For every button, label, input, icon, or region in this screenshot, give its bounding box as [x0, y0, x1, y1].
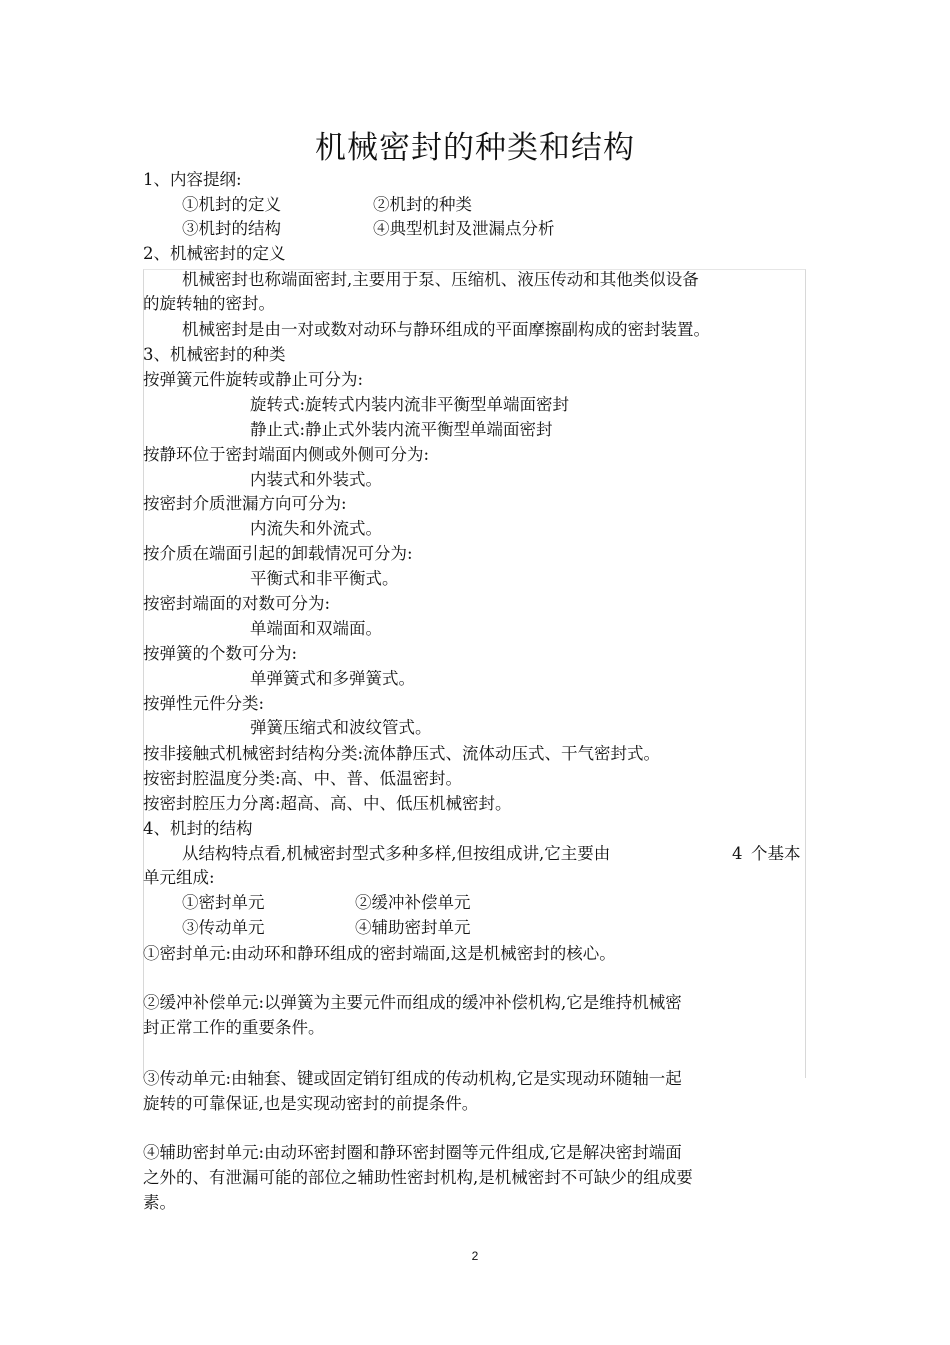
type-line: 按弹簧元件旋转或静止可分为:	[143, 370, 364, 389]
type-line: 按非接触式机械密封结构分类:流体静压式、流体动压式、干气密封式。	[143, 744, 661, 763]
type-line: 按密封腔压力分离:超高、高、中、低压机械密封。	[143, 794, 512, 813]
type-line: 按弹簧的个数可分为:	[143, 644, 298, 663]
unit-desc-4a: ④辅助密封单元:由动环密封圈和静环密封圈等元件组成,它是解决密封端面	[143, 1143, 682, 1162]
type-line: 平衡式和非平衡式。	[250, 569, 399, 588]
unit-item-4: ④辅助密封单元	[355, 918, 471, 937]
structure-intro-c: 单元组成:	[143, 868, 215, 887]
type-line: 内装式和外装式。	[250, 470, 382, 489]
page-title: 机械密封的种类和结构	[315, 130, 635, 166]
type-line: 按密封介质泄漏方向可分为:	[143, 494, 347, 513]
definition-para-2: 机械密封是由一对或数对动环与静环组成的平面摩擦副构成的密封装置。	[182, 320, 710, 339]
outline-item-2: ②机封的种类	[373, 195, 472, 214]
type-line: 旋转式:旋转式内装内流非平衡型单端面密封	[250, 395, 570, 414]
outline-item-3: ③机封的结构	[182, 219, 281, 238]
definition-para-1b: 的旋转轴的密封。	[143, 294, 275, 313]
structure-intro-a: 从结构特点看,机械密封型式多种多样,但按组成讲,它主要由	[182, 844, 611, 863]
unit-desc-1: ①密封单元:由动环和静环组成的密封端面,这是机械密封的核心。	[143, 944, 616, 963]
unit-item-2: ②缓冲补偿单元	[355, 893, 471, 912]
unit-desc-3b: 旋转的可靠保证,也是实现动密封的前提条件。	[143, 1094, 479, 1113]
type-line: 按介质在端面引起的卸载情况可分为:	[143, 544, 413, 563]
unit-item-3: ③传动单元	[182, 918, 265, 937]
unit-desc-4b: 之外的、有泄漏可能的部位之辅助性密封机构,是机械密封不可缺少的组成要	[143, 1168, 693, 1187]
outline-item-4: ④典型机封及泄漏点分析	[373, 219, 555, 238]
type-line: 内流失和外流式。	[250, 519, 382, 538]
unit-desc-2a: ②缓冲补偿单元:以弹簧为主要元件而组成的缓冲补偿机构,它是维持机械密	[143, 993, 682, 1012]
unit-item-1: ①密封单元	[182, 893, 265, 912]
type-line: 按弹性元件分类:	[143, 694, 265, 713]
type-line: 按密封腔温度分类:高、中、普、低温密封。	[143, 769, 463, 788]
unit-desc-3a: ③传动单元:由轴套、键或固定销钉组成的传动机构,它是实现动环随轴一起	[143, 1069, 682, 1088]
page-number: 2	[471, 1249, 479, 1263]
definition-para-1a: 机械密封也称端面密封,主要用于泵、压缩机、液压传动和其他类似设备	[182, 270, 699, 289]
type-line: 单弹簧式和多弹簧式。	[250, 669, 415, 688]
outline-item-1: ①机封的定义	[182, 195, 281, 214]
type-line: 按密封端面的对数可分为:	[143, 594, 331, 613]
section-3-heading: 3、机械密封的种类	[143, 345, 286, 364]
unit-desc-2b: 封正常工作的重要条件。	[143, 1018, 325, 1037]
type-line: 按静环位于密封端面内侧或外侧可分为:	[143, 445, 430, 464]
section-2-heading: 2、机械密封的定义	[143, 244, 286, 263]
section-4-heading: 4、机封的结构	[143, 819, 253, 838]
section-1-heading: 1、内容提纲:	[143, 170, 242, 189]
structure-intro-number: 4	[732, 844, 743, 863]
type-line: 弹簧压缩式和波纹管式。	[250, 718, 432, 737]
structure-intro-b: 个基本	[751, 844, 801, 863]
unit-desc-4c: 素。	[143, 1193, 176, 1212]
type-line: 静止式:静止式外装内流平衡型单端面密封	[250, 420, 553, 439]
type-line: 单端面和双端面。	[250, 619, 382, 638]
